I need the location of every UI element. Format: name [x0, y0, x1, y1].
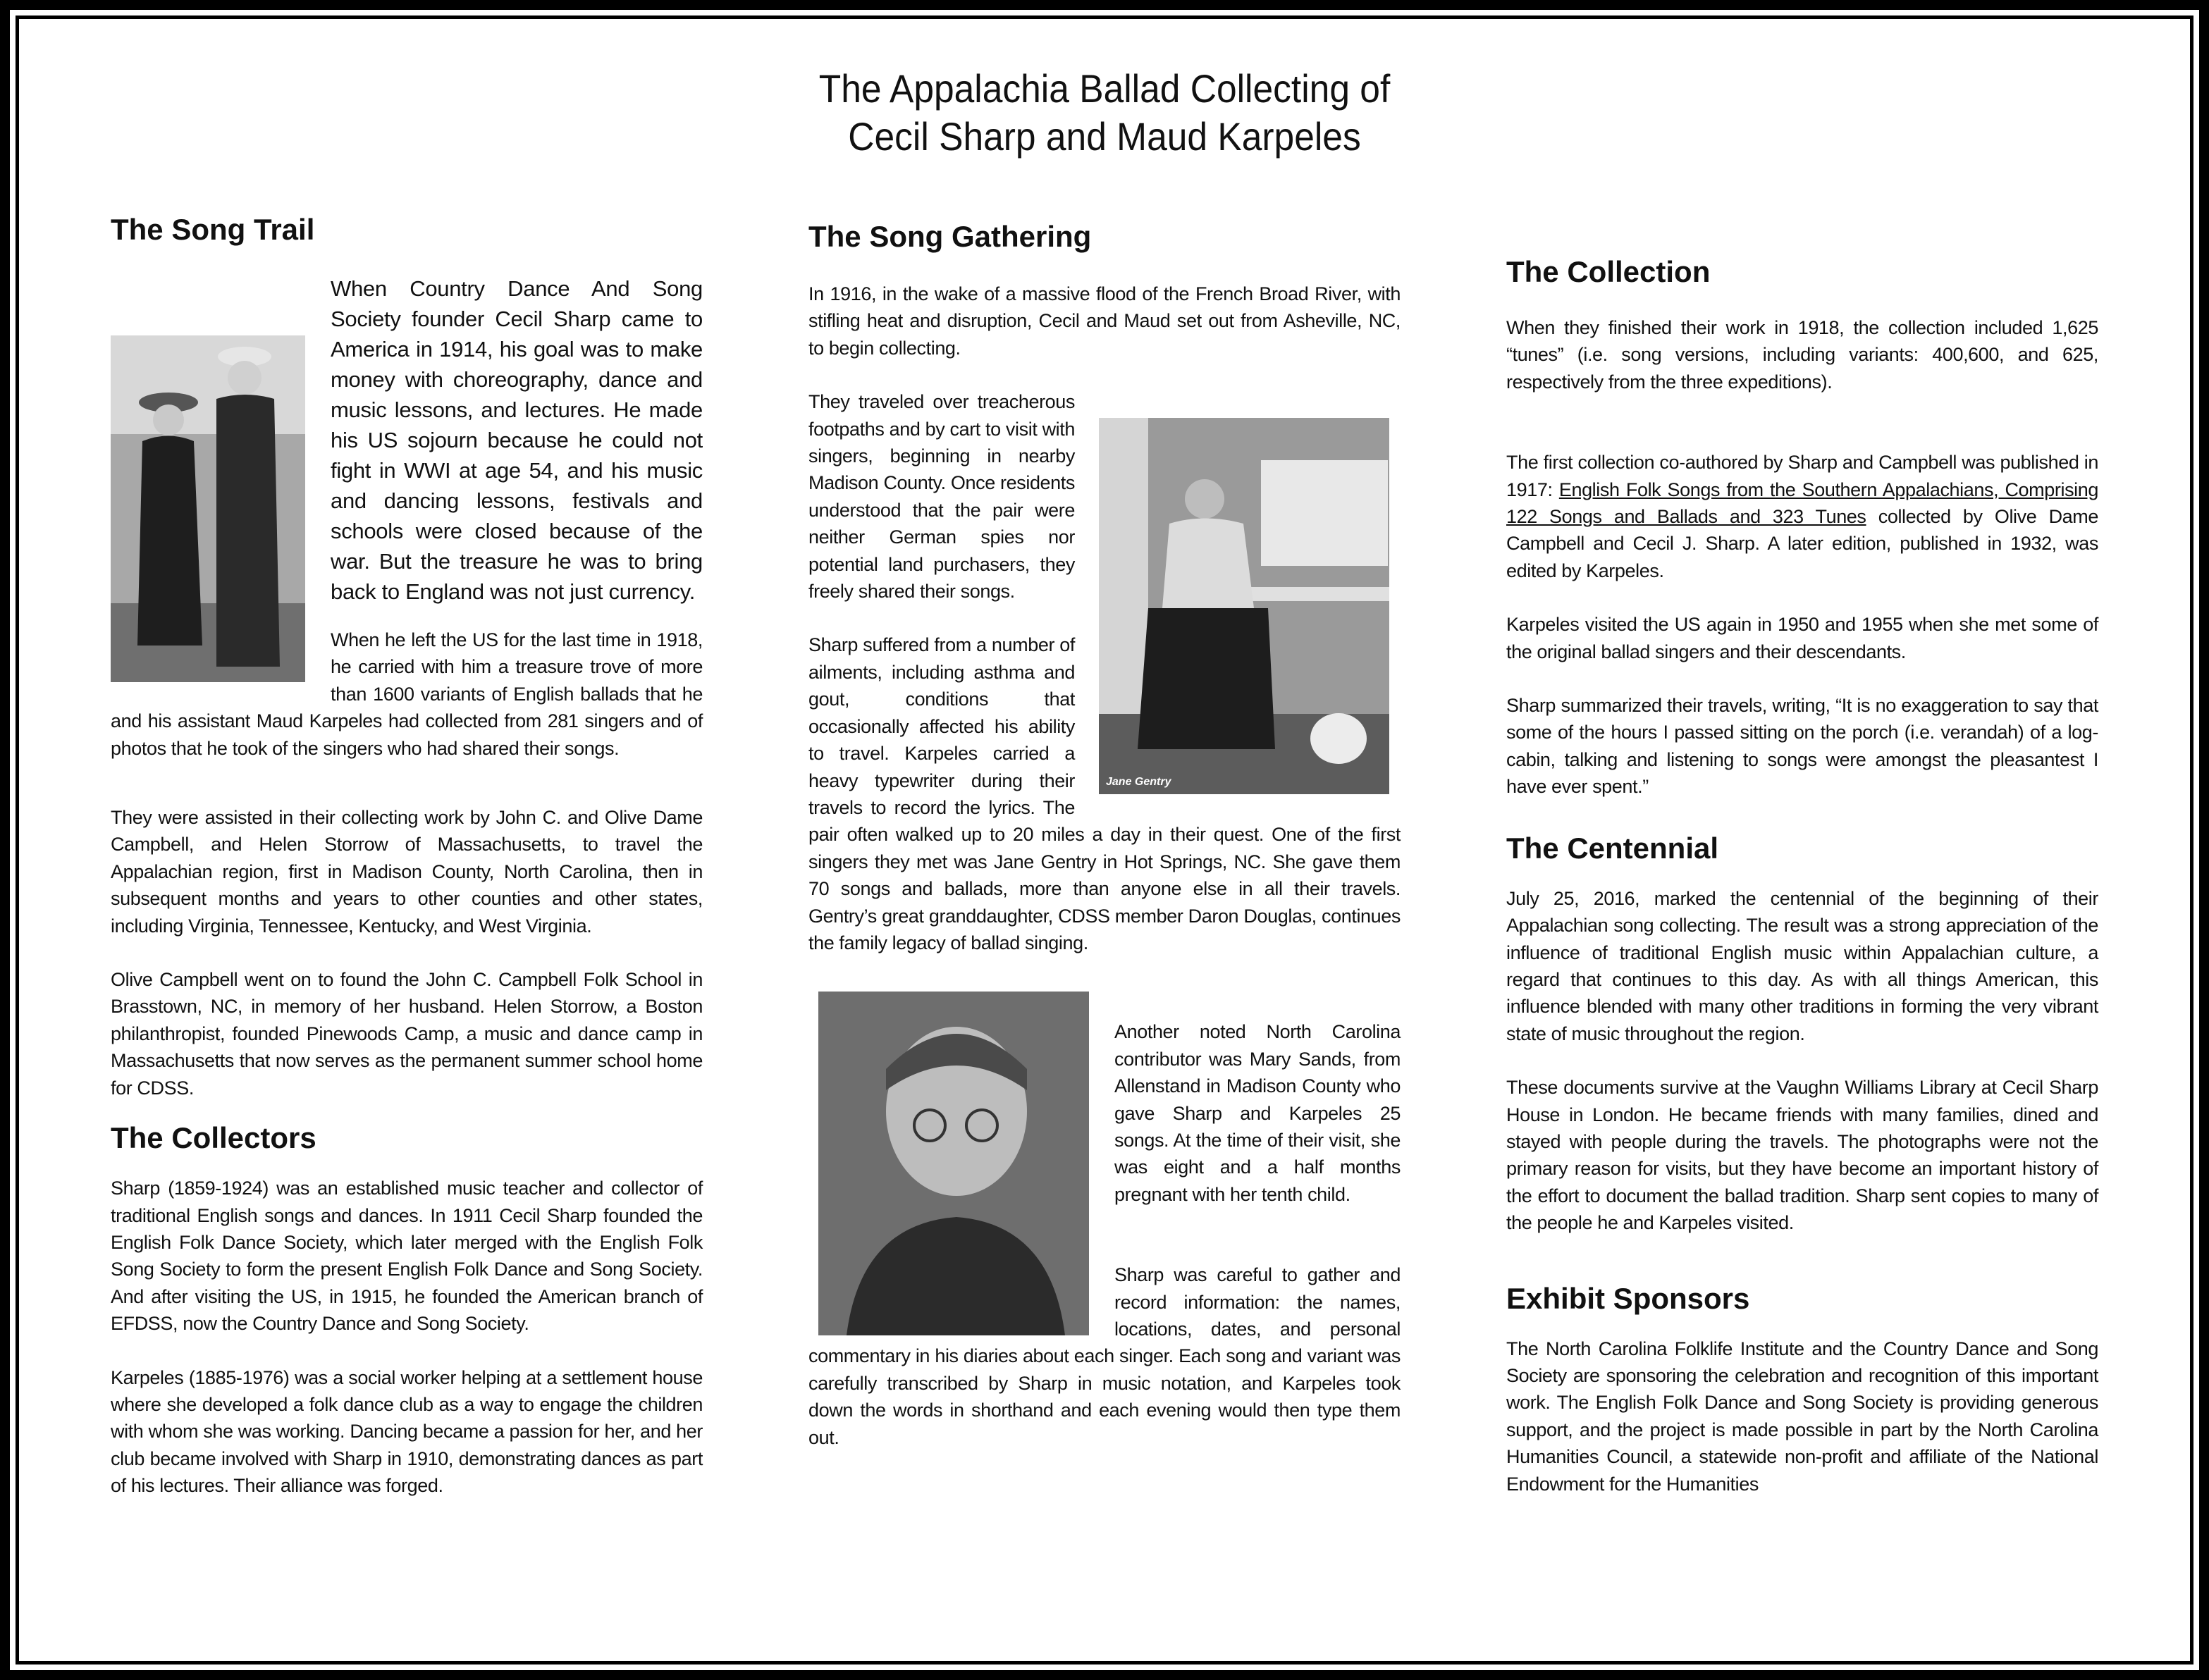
- collection-paragraph-2: [1506, 449, 2098, 584]
- song-gathering-paragraph-1: In 1916, in the wake of a massive flood of the French Broad River, with stifling heat and disruption, Cecil and Maud set out from Asheville, NC, to begin collecting.: [808, 283, 1401, 359]
- centennial-paragraph-2: These documents survive at the Vaughn Williams Library at Cecil Sharp House in London. He became friends with many families, dined and stayed with people during the travels. The photographs were not the primary reason for visits, but they have become an important history of the effort to document the ballad tradition. Sharp sent copies to many of the people he and Karpeles visited.: [1506, 1077, 2098, 1234]
- heading-centennial: The Centennial: [1506, 831, 1719, 865]
- column-left: [111, 211, 703, 1500]
- title-line-2: Cecil Sharp and Maud Karpeles: [848, 114, 1361, 159]
- heading-collection: The Collection: [1506, 255, 1711, 288]
- title-line-1: The Appalachia Ballad Collecting of: [818, 66, 1391, 111]
- collectors-paragraph-2: Karpeles (1885-1976) was a social worker helping at a settlement house where she developed a folk dance club as a way to engage the children with whom she was working. Dancing became a passion for her, and her club became involved with Sharp in 1910, demonstrating dances as part of his lectures. Their alliance was forged.: [111, 1366, 703, 1497]
- song-gathering-paragraph-2: They traveled over treacherous footpaths and by cart to visit with singers, beginning in nearby Madison County. Once residents understood that the pair were neither German spies nor potential land purchasers, they freely shared their songs.: [808, 391, 1075, 603]
- heading-collectors: The Collectors: [111, 1121, 316, 1155]
- sponsors-paragraph-1: The North Carolina Folklife Institute and the Country Dance and Song Society are sponsoring the celebration and recognition of this important work. The English Folk Dance and Song Society is providing generous support, and the project is made possible in part by the North Carolina Humanities Council, a statewide non-profit and affiliate of the National Endowment for the Humanities: [1506, 1338, 2098, 1495]
- collection-paragraph-2-before: The first collection co-authored by Sharp and Campbell was published in 1917:: [1506, 452, 2098, 500]
- collection-paragraph-1: When they finished their work in 1918, the collection included 1,625 “tunes” (i.e. song versions, including variants: 400,600, and 625, respectively from the three expeditions).: [1506, 317, 2098, 393]
- column-right: [1506, 254, 2098, 1497]
- song-gathering-paragraph-4: Another noted North Carolina contributor was Mary Sands, from Allenstand in Madison County who gave Sharp and Karpeles 25 songs. At the time of their visit, she was eight and a half months pregnant with her tenth child.: [1114, 1021, 1401, 1205]
- collection-paragraph-2-after: collected by Olive Dame Campbell and Cecil J. Sharp. A later edition, published in 1932, was edited by Karpeles.: [1506, 506, 2098, 581]
- heading-exhibit-sponsors: Exhibit Sponsors: [1506, 1281, 1750, 1315]
- song-trail-paragraph-4: Olive Campbell went on to found the John C. Campbell Folk School in Brasstown, NC, in memory of her husband. Helen Storrow, a Boston philanthropist, founded Pinewoods Camp, a music and dance camp in Massachusetts that now serves as the permanent summer school home for CDSS.: [111, 969, 703, 1099]
- collectors-paragraph-1: Sharp (1859-1924) was an established music teacher and collector of traditional English songs and dances. In 1911 Cecil Sharp founded the English Folk Dance Society, which later merged with the English Folk Song Society to form the present English Folk Dance and Song Society. And after visiting the US, in 1915, he founded the American branch of EFDSS, now the Country Dance and Song Society.: [111, 1178, 703, 1335]
- song-gathering-paragraph-3: Sharp suffered from a number of ailments, including asthma and gout, conditions that occasionally affected his ability to travel. Karpeles carried a heavy typewriter during their travels to record the lyrics. The pair often walked up to 20 miles a day in their quest. One of the first singers they met was Jane Gentry in Hot Springs, NC. She gave them 70 songs and ballads, more than anyone else in all their travels. Gentry’s great granddaughter, CDSS member Daron Douglas, continues the family legacy of ballad singing.: [808, 634, 1401, 953]
- collection-book-title: English Folk Songs from the Southern Appalachians, Comprising 122 Songs and Ballads and 323 Tunes: [1506, 478, 2098, 528]
- photo-caption-jane-gentry: Jane Gentry: [1106, 776, 1171, 789]
- song-trail-paragraph-2: When he left the US for the last time in 1918, he carried with him a treasure trove of more than 1600 variants of English ballads that he and his assistant Maud Karpeles had collected from 281 singers and of photos that he took of the singers who had shared their songs.: [111, 629, 703, 759]
- song-trail-paragraph-3: They were assisted in their collecting work by John C. and Olive Dame Campbell, and Helen Storrow of Massachusetts, to travel the Appalachian region, first in Madison County, North Carolina, then in subsequent months and years to other counties and other states, including Virginia, Tennessee, Kentucky, and West Virginia.: [111, 807, 703, 937]
- photo-sharp-and-karpeles-image: [111, 335, 305, 682]
- collection-paragraph-3: Karpeles visited the US again in 1950 and 1955 when she met some of the original ballad singers and their descendants.: [1506, 614, 2098, 662]
- page-title: [88, 65, 2120, 161]
- heading-song-gathering: The Song Gathering: [808, 220, 1092, 253]
- photo-mary-sands: [818, 992, 1089, 1335]
- photo-mary-sands-image: [818, 992, 1089, 1335]
- photo-jane-gentry-image: [1099, 418, 1389, 794]
- collection-paragraph-4: Sharp summarized their travels, writing, “It is no exaggeration to say that some of the hours I passed sitting on the porch (i.e. verandah) of a log-cabin, talking and listening to songs were amongst the pleasantest I have ever spent.”: [1506, 695, 2098, 798]
- column-middle: [808, 218, 1401, 1451]
- photo-sharp-and-karpeles: [111, 335, 305, 682]
- centennial-paragraph-1: July 25, 2016, marked the centennial of the beginning of their Appalachian song collecting. The result was a strong appreciation of the influence of traditional English music within Appalachian culture, a regard that continues to this day. As with all things American, this influence blended with many other traditions in forming the very vibrant state of music throughout the region.: [1506, 887, 2098, 1044]
- photo-jane-gentry: [1099, 418, 1389, 794]
- song-gathering-paragraph-5: Sharp was careful to gather and record information: the names, locations, dates, and personal commentary in his diaries about each singer. Each song and variant was carefully transcribed by Sharp in music notation, and Karpeles took down the words in shorthand and each evening would then type them out.: [808, 1264, 1401, 1448]
- heading-song-trail: The Song Trail: [111, 213, 315, 246]
- song-trail-paragraph-1: When Country Dance And Song Society founder Cecil Sharp came to America in 1914, his goal was to make money with choreography, dance and music lessons, and lectures. He made his US sojourn because he could not fight in WWI at age 54, and his music and dancing lessons, festivals and schools were closed because of the war. But the treasure he was to bring back to England was not just currency.: [331, 276, 703, 604]
